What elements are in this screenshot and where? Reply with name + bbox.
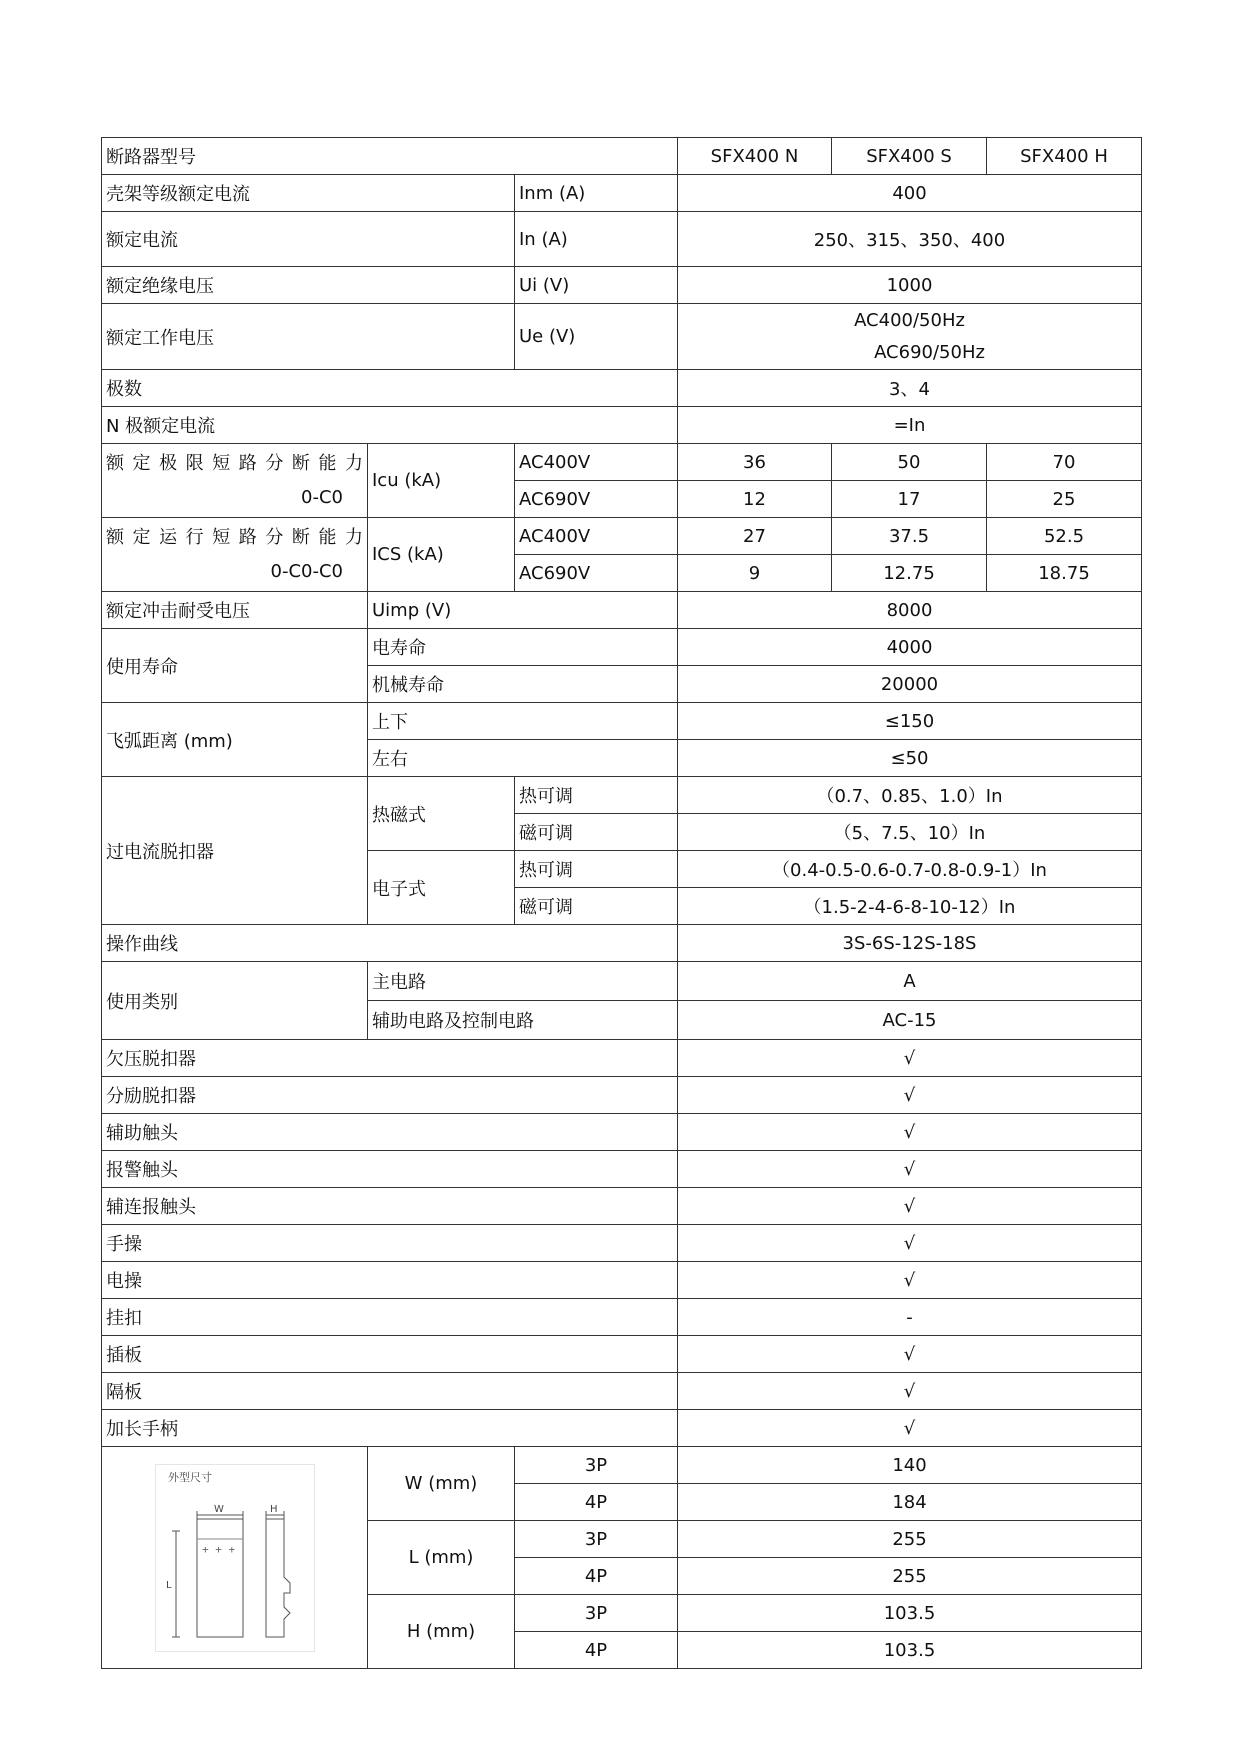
accessory-label: 报警触头 — [102, 1151, 678, 1188]
table-row — [102, 267, 1142, 304]
row-symbol: Ui (V) — [515, 267, 678, 304]
table-row — [102, 1299, 1142, 1336]
voltage-label: AC400V — [515, 518, 678, 555]
voltage-label: AC690V — [515, 481, 678, 518]
row-value: 400 — [678, 175, 1142, 212]
ics-label-top: 额定运行短路分断能力 — [106, 526, 363, 548]
ics-label — [102, 518, 368, 592]
pole-label: 4P — [515, 1558, 678, 1595]
row-label: 操作曲线 — [102, 925, 678, 962]
dimension-figure-cell — [102, 1447, 368, 1669]
voltage-line-1: AC400/50Hz — [854, 309, 965, 331]
row-label: 过电流脱扣器 — [102, 777, 368, 925]
breaker-outline-diagram — [156, 1465, 314, 1651]
table-row — [102, 1151, 1142, 1188]
row-label: 飞弧距离 (mm) — [102, 703, 368, 777]
row-label: 壳架等级额定电流 — [102, 175, 515, 212]
value-cell: 12 — [678, 481, 832, 518]
accessory-label: 挂扣 — [102, 1299, 678, 1336]
value-cell: 27 — [678, 518, 832, 555]
accessory-value: √ — [678, 1188, 1142, 1225]
row-value: 8000 — [678, 592, 1142, 629]
dim-value: 103.5 — [678, 1632, 1142, 1669]
sub-label: 电子式 — [368, 851, 515, 925]
table-row — [102, 1262, 1142, 1299]
row-label: N 极额定电流 — [102, 407, 678, 444]
sub-label: 左右 — [368, 740, 678, 777]
table-row — [102, 407, 1142, 444]
dimension-drawing — [155, 1464, 315, 1652]
sub-label: 电寿命 — [368, 629, 678, 666]
table-row — [102, 925, 1142, 962]
header-label: 断路器型号 — [102, 138, 678, 175]
value-cell: 50 — [832, 444, 987, 481]
value-cell: 52.5 — [987, 518, 1142, 555]
table-row — [102, 304, 1142, 370]
row-label: 使用寿命 — [102, 629, 368, 703]
accessory-label: 加长手柄 — [102, 1410, 678, 1447]
icu-label — [102, 444, 368, 518]
value-cell: 25 — [987, 481, 1142, 518]
row-value: AC-15 — [678, 1001, 1142, 1040]
accessory-value: √ — [678, 1077, 1142, 1114]
sub-label: 机械寿命 — [368, 666, 678, 703]
dim-value: 255 — [678, 1521, 1142, 1558]
dim-label-l: L (mm) — [368, 1521, 515, 1595]
pole-label: 4P — [515, 1632, 678, 1669]
sub-label: 辅助电路及控制电路 — [368, 1001, 678, 1040]
row-value: ≤50 — [678, 740, 1142, 777]
accessory-value: √ — [678, 1151, 1142, 1188]
sub-sub-label: 热可调 — [515, 851, 678, 888]
row-value: 1000 — [678, 267, 1142, 304]
row-value: ≤150 — [678, 703, 1142, 740]
table-row — [102, 1373, 1142, 1410]
row-value: （5、7.5、10）In — [678, 814, 1142, 851]
row-label: 额定电流 — [102, 212, 515, 267]
value-cell: 18.75 — [987, 555, 1142, 592]
pole-label: 3P — [515, 1447, 678, 1484]
value-cell: 37.5 — [832, 518, 987, 555]
model-n: SFX400 N — [678, 138, 832, 175]
table-row — [102, 1225, 1142, 1262]
icu-symbol: Icu (kA) — [368, 444, 515, 518]
row-value: （1.5-2-4-6-8-10-12）In — [678, 888, 1142, 925]
value-cell: 17 — [832, 481, 987, 518]
table-row — [102, 1336, 1142, 1373]
icu-label-top: 额定极限短路分断能力 — [106, 452, 363, 474]
spec-table — [101, 137, 1142, 1669]
table-row — [102, 1077, 1142, 1114]
table-row — [102, 629, 1142, 666]
row-value: 250、315、350、400 — [678, 212, 1142, 267]
accessory-value: √ — [678, 1040, 1142, 1077]
accessory-label: 手操 — [102, 1225, 678, 1262]
row-value: （0.7、0.85、1.0）In — [678, 777, 1142, 814]
accessory-value: √ — [678, 1262, 1142, 1299]
row-value: 4000 — [678, 629, 1142, 666]
table-row — [102, 592, 1142, 629]
table-row — [102, 1188, 1142, 1225]
value-cell: 70 — [987, 444, 1142, 481]
row-value: 3、4 — [678, 370, 1142, 407]
table-row — [102, 1447, 1142, 1484]
pole-label: 3P — [515, 1521, 678, 1558]
table-row — [102, 1410, 1142, 1447]
row-label: 使用类别 — [102, 962, 368, 1040]
row-value — [678, 304, 1142, 370]
svg-text:+ + +: + + + — [201, 1542, 235, 1556]
accessory-value: √ — [678, 1114, 1142, 1151]
row-value: =In — [678, 407, 1142, 444]
row-symbol: Uimp (V) — [368, 592, 678, 629]
table-row — [102, 175, 1142, 212]
model-h: SFX400 H — [987, 138, 1142, 175]
row-value: 3S-6S-12S-18S — [678, 925, 1142, 962]
accessory-value: √ — [678, 1410, 1142, 1447]
accessory-value: √ — [678, 1225, 1142, 1262]
voltage-label: AC690V — [515, 555, 678, 592]
row-symbol: Inm (A) — [515, 175, 678, 212]
w-dim-label: W — [213, 1503, 224, 1515]
dim-label-h: H (mm) — [368, 1595, 515, 1669]
row-value: 20000 — [678, 666, 1142, 703]
dim-value: 255 — [678, 1558, 1142, 1595]
row-value: A — [678, 962, 1142, 1001]
sub-sub-label: 磁可调 — [515, 814, 678, 851]
accessory-value: √ — [678, 1373, 1142, 1410]
l-dim-label: L — [165, 1579, 172, 1591]
value-cell: 9 — [678, 555, 832, 592]
accessory-label: 电操 — [102, 1262, 678, 1299]
dim-value: 140 — [678, 1447, 1142, 1484]
accessory-label: 辅助触头 — [102, 1114, 678, 1151]
dim-value: 103.5 — [678, 1595, 1142, 1632]
accessory-label: 插板 — [102, 1336, 678, 1373]
row-symbol: Ue (V) — [515, 304, 678, 370]
voltage-label: AC400V — [515, 444, 678, 481]
dim-label-w: W (mm) — [368, 1447, 515, 1521]
value-cell: 36 — [678, 444, 832, 481]
icu-label-bottom: 0-C0 — [301, 486, 343, 508]
accessory-value: √ — [678, 1336, 1142, 1373]
accessory-value: - — [678, 1299, 1142, 1336]
accessory-label: 欠压脱扣器 — [102, 1040, 678, 1077]
table-row — [102, 444, 1142, 481]
figure-title: 外型尺寸 — [167, 1470, 212, 1484]
row-value: （0.4-0.5-0.6-0.7-0.8-0.9-1）In — [678, 851, 1142, 888]
voltage-line-2: AC690/50Hz — [874, 341, 985, 363]
accessory-label: 分励脱扣器 — [102, 1077, 678, 1114]
table-row — [102, 1114, 1142, 1151]
table-row — [102, 962, 1142, 1001]
table-row — [102, 777, 1142, 814]
header-row — [102, 138, 1142, 175]
row-label: 额定冲击耐受电压 — [102, 592, 368, 629]
row-symbol: In (A) — [515, 212, 678, 267]
sub-label: 热磁式 — [368, 777, 515, 851]
accessory-label: 辅连报触头 — [102, 1188, 678, 1225]
ics-label-bottom: 0-C0-C0 — [270, 560, 343, 582]
sub-sub-label: 热可调 — [515, 777, 678, 814]
row-label: 极数 — [102, 370, 678, 407]
row-label: 额定绝缘电压 — [102, 267, 515, 304]
pole-label: 3P — [515, 1595, 678, 1632]
sub-sub-label: 磁可调 — [515, 888, 678, 925]
h-dim-label: H — [269, 1503, 278, 1515]
row-label: 额定工作电压 — [102, 304, 515, 370]
pole-label: 4P — [515, 1484, 678, 1521]
model-s: SFX400 S — [832, 138, 987, 175]
table-row — [102, 212, 1142, 267]
table-row — [102, 703, 1142, 740]
value-cell: 12.75 — [832, 555, 987, 592]
dim-value: 184 — [678, 1484, 1142, 1521]
accessory-label: 隔板 — [102, 1373, 678, 1410]
ics-symbol: ICS (kA) — [368, 518, 515, 592]
sub-label: 主电路 — [368, 962, 678, 1001]
table-row — [102, 1040, 1142, 1077]
table-row — [102, 518, 1142, 555]
sub-label: 上下 — [368, 703, 678, 740]
table-row — [102, 370, 1142, 407]
